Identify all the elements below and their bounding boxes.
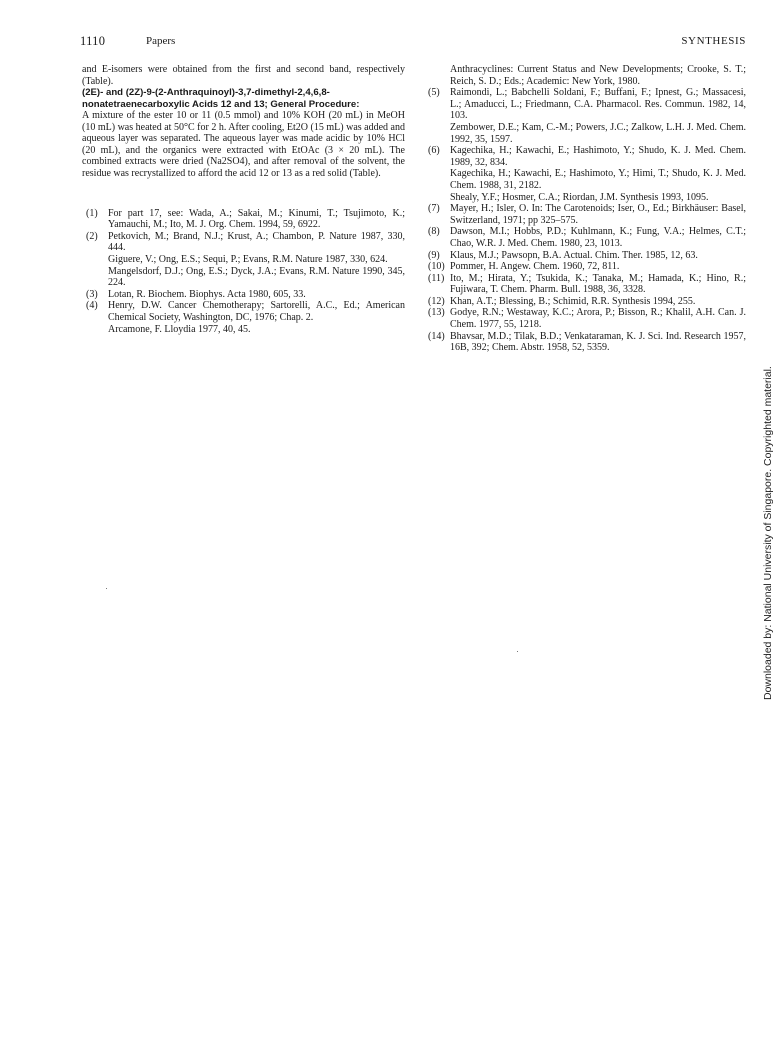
- reference-item: [82, 208, 405, 231]
- citation-text: Klaus, M.J.; Pawsopn, B.A. Actual. Chim. Ther. 1985, 12, 63.: [450, 249, 698, 261]
- procedure-heading: (2E)- and (2Z)-9-(2-Anthraquinoyl)-3,7-dimethyl-2,4,6,8-nonatetraenecarboxylic Acids 12 and 13; General Procedure:: [82, 87, 360, 110]
- reference-item: [82, 300, 405, 335]
- citation-text: Petkovich, M.; Brand, N.J.; Krust, A.; Chambon, P. Nature 1987, 330, 444.: [108, 230, 405, 254]
- reference-item: [424, 273, 746, 296]
- reference-item: [424, 226, 746, 249]
- reference-item: [82, 289, 405, 301]
- reference-number: (4): [86, 300, 98, 312]
- reference-number: (2): [86, 230, 98, 242]
- journal-name: SYNTHESIS: [681, 35, 746, 47]
- citation-text: Kagechika, H.; Kawachi, E.; Hashimoto, Y.; Shudo, K. J. Med. Chem. 1989, 32, 834.: [450, 145, 746, 168]
- reference-item: [424, 261, 746, 273]
- reference-number: (7): [428, 203, 440, 215]
- reference-number: (5): [428, 87, 440, 99]
- reference-item: [424, 145, 746, 203]
- page-header: [0, 34, 783, 50]
- journal-section: Papers: [146, 35, 176, 47]
- reference-number: (13): [428, 307, 445, 319]
- reference-item: [424, 296, 746, 308]
- procedure-paragraph: A mixture of the ester 10 or 11 (0.5 mmol) and 10% KOH (20 mL) in MeOH (10 mL) was heated at 50°C for 2 h. After cooling, Et2O (15 mL) was added and aqueous layer was separated. The aqueous layer was made acidic by 10% HCl (20 mL), and the organics were extracted with EtOAc (3 × 20 mL). The combined extracts were dried (Na2SO4), and after removal of the solvent, the residue was recrystallized to afford the acid 12 or 13 as a red solid (Table).: [82, 110, 405, 179]
- intro-paragraph: and E-isomers were obtained from the first and second band, respectively (Table).: [82, 64, 405, 87]
- reference-number: (12): [428, 295, 445, 307]
- citation-text: Bhavsar, M.D.; Tilak, B.D.; Venkataraman, K. J. Sci. Ind. Research 1957, 16B, 392; Chem. Abstr. 1958, 52, 5359.: [450, 330, 746, 354]
- scan-speck: [106, 588, 107, 589]
- citation-text: Godye, R.N.; Westaway, K.C.; Arora, P.; Bisson, R.; Khalil, A.H. Can. J. Chem. 1977, 55, 1218.: [450, 307, 746, 331]
- reference-item: [424, 307, 746, 330]
- reference-item: [82, 231, 405, 289]
- citation-text: Mangelsdorf, D.J.; Ong, E.S.; Dyck, J.A.; Evans, R.M. Nature 1990, 345, 224.: [108, 265, 405, 289]
- left-column: [82, 64, 405, 335]
- citation-text: Anthracyclines: Current Status and New Developments; Crooke, S. T.; Reich, S. D.; Eds.; Academic: New York, 1980.: [450, 64, 746, 87]
- reference-item: [424, 203, 746, 226]
- citation-text: Shealy, Y.F.; Hosmer, C.A.; Riordan, J.M. Synthesis 1993, 1095.: [450, 191, 709, 203]
- citation-text: Henry, D.W. Cancer Chemotherapy; Sartorelli, A.C., Ed.; American Chemical Society, Washington, DC, 1976; Chap. 2.: [108, 300, 405, 323]
- citation-text: Ito, M.; Hirata, Y.; Tsukida, K.; Tanaka, M.; Hamada, K.; Hino, R.; Fujiwara, T. Chem. Pharm. Bull. 1988, 36, 3328.: [450, 272, 746, 296]
- reference-item: [424, 331, 746, 354]
- reference-number: (3): [86, 288, 98, 300]
- citation-text: Raimondi, L.; Babchelli Soldani, F.; Buffani, F.; Ipnest, G.; Massacesi, L.; Amaducci, L.; Friedmann, C.A. Pharmacol. Res. Commun. 1982, 14, 103.: [450, 87, 746, 122]
- reference-number: (9): [428, 249, 440, 261]
- reference-number: (8): [428, 226, 440, 238]
- reference-item: [424, 250, 746, 262]
- download-notice: Downloaded by: National University of Singapore. Copyrighted material.: [762, 366, 774, 700]
- reference-number: (10): [428, 261, 445, 273]
- citation-text: Mayer, H.; Isler, O. In: The Carotenoids; Iser, O., Ed.; Birkhäuser: Basel, Switzerland, 1971; pp 325–575.: [450, 203, 746, 226]
- reference-number: (6): [428, 145, 440, 157]
- reference-item: [424, 64, 746, 87]
- right-column: [424, 64, 746, 354]
- citation-text: Lotan, R. Biochem. Biophys. Acta 1980, 605, 33.: [108, 288, 306, 300]
- citation-text: Giguere, V.; Ong, E.S.; Sequi, P.; Evans, R.M. Nature 1987, 330, 624.: [108, 253, 388, 265]
- citation-text: Dawson, M.I.; Hobbs, P.D.; Kuhlmann, K.; Fung, V.A.; Helmes, C.T.; Chao, W.R. J. Med. Chem. 1980, 23, 1013.: [450, 226, 746, 249]
- citation-text: Zembower, D.E.; Kam, C.-M.; Powers, J.C.; Zalkow, L.H. J. Med. Chem. 1992, 35, 1597.: [450, 121, 746, 145]
- reference-number: (1): [86, 207, 98, 219]
- reference-item: [424, 87, 746, 145]
- reference-list-left: [82, 208, 405, 336]
- reference-list-right: [424, 64, 746, 354]
- reference-number: (11): [428, 272, 445, 284]
- citation-text: Arcamone, F. Lloydia 1977, 40, 45.: [108, 323, 251, 335]
- citation-text: Kagechika, H.; Kawachi, E.; Hashimoto, Y.; Himi, T.; Shudo, K. J. Med. Chem. 1988, 31, 2182.: [450, 168, 746, 191]
- citation-text: Khan, A.T.; Blessing, B.; Schimid, R.R. Synthesis 1994, 255.: [450, 295, 696, 307]
- page-number: 1110: [80, 34, 106, 48]
- citation-text: Pommer, H. Angew. Chem. 1960, 72, 811.: [450, 261, 620, 273]
- citation-text: For part 17, see: Wada, A.; Sakai, M.; Kinumi, T.; Tsujimoto, K.; Yamauchi, M.; Ito, M. J. Org. Chem. 1994, 59, 6922.: [108, 207, 405, 231]
- scan-speck: [517, 651, 518, 652]
- reference-number: (14): [428, 330, 445, 342]
